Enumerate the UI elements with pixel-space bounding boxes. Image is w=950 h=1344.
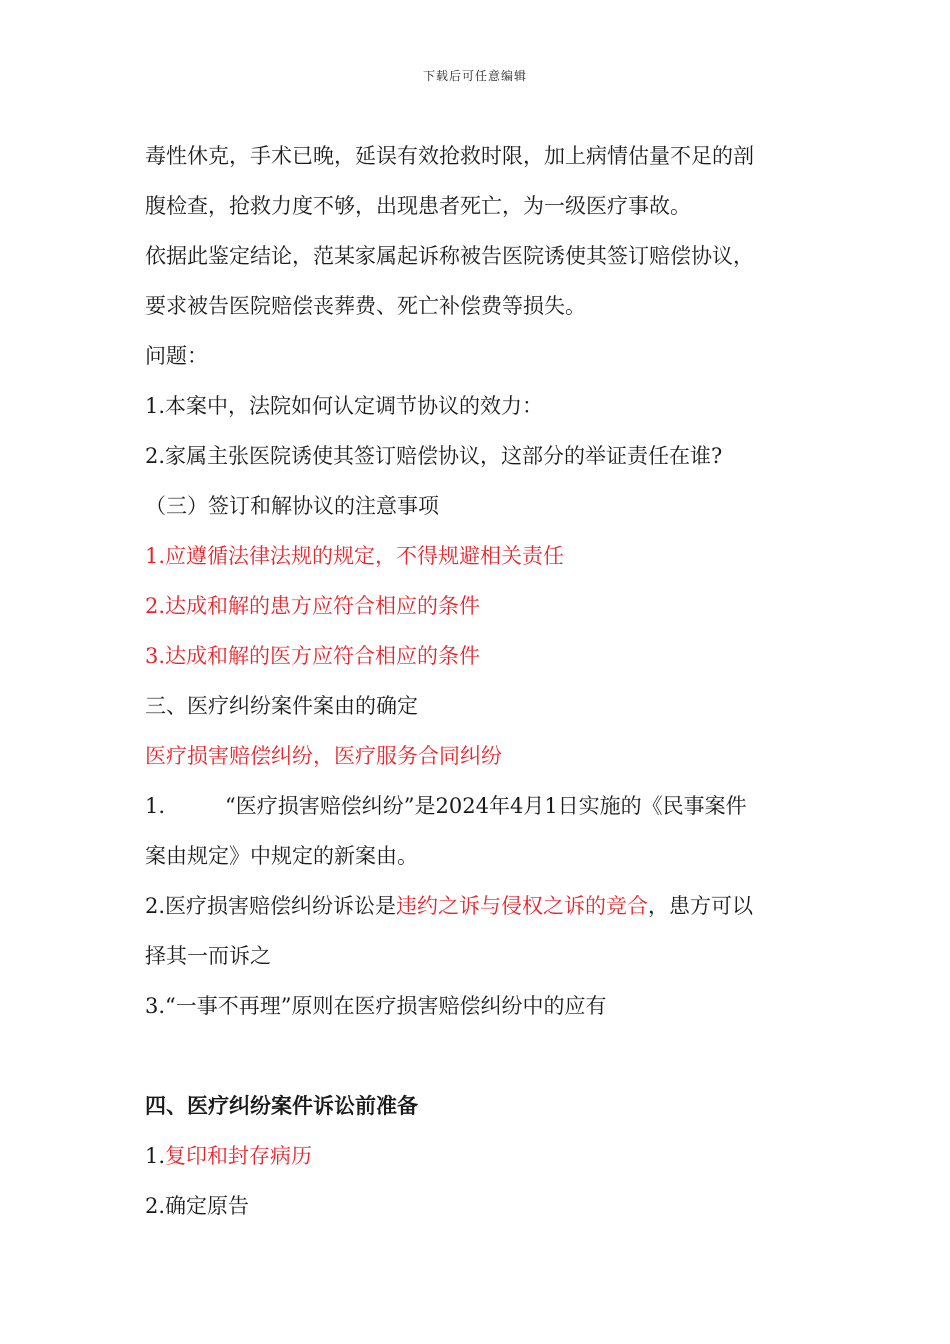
question-heading: 问题： [145, 344, 208, 368]
list-item [145, 781, 810, 831]
spacer [145, 1031, 810, 1081]
highlight-line: 医疗损害赔偿纠纷，医疗服务合同纠纷 [145, 744, 502, 768]
question-item: 2.家属主张医院诱使其签订赔偿协议，这部分的举证责任在谁? [145, 444, 723, 468]
highlight-text: 违约之诉与侵权之诉的竞合 [396, 894, 649, 918]
highlight-item: 3.达成和解的医方应符合相应的条件 [145, 644, 481, 668]
page-header-note: 下载后可任意编辑 [422, 69, 527, 83]
list-text: “医疗损害赔偿纠纷”是2024年4月1日实施的《民事案件 [225, 794, 747, 818]
highlight-item: 1.应遵循法律法规的规定，不得规避相关责任 [145, 544, 565, 568]
list-item [145, 1131, 810, 1181]
list-number: 1. [145, 794, 166, 818]
paragraph-line: 案由规定》中规定的新案由。 [145, 844, 418, 868]
paragraph-line: 腹检查，抢救力度不够，出现患者死亡，为一级医疗事故。 [145, 194, 691, 218]
paragraph-line: 依据此鉴定结论，范某家属起诉称被告医院诱使其签订赔偿协议， [145, 244, 754, 268]
section-heading: 四、医疗纠纷案件诉讼前准备 [145, 1093, 418, 1118]
document-body [145, 131, 810, 1231]
section-heading: 三、医疗纠纷案件案由的确定 [145, 694, 418, 718]
question-item: 1.本案中，法院如何认定调节协议的效力： [145, 394, 544, 418]
list-item [145, 881, 810, 931]
paragraph-line: 择其一而诉之 [145, 944, 271, 968]
list-text: 2.医疗损害赔偿纠纷诉讼是 [145, 894, 397, 918]
paragraph-line: 要求被告医院赔偿丧葬费、死亡补偿费等损失。 [145, 294, 586, 318]
list-item: 3.“一事不再理”原则在医疗损害赔偿纠纷中的应有 [145, 994, 607, 1018]
list-item: 2.确定原告 [145, 1194, 250, 1218]
highlight-text: 复印和封存病历 [165, 1144, 313, 1168]
highlight-item: 2.达成和解的患方应符合相应的条件 [145, 594, 481, 618]
paragraph-line: 毒性休克，手术已晚，延误有效抢救时限，加上病情估量不足的剖 [145, 144, 754, 168]
subsection-heading: （三）签订和解协议的注意事项 [145, 494, 439, 518]
list-number: 1. [145, 1144, 166, 1168]
list-text: ，患方可以 [648, 894, 754, 918]
